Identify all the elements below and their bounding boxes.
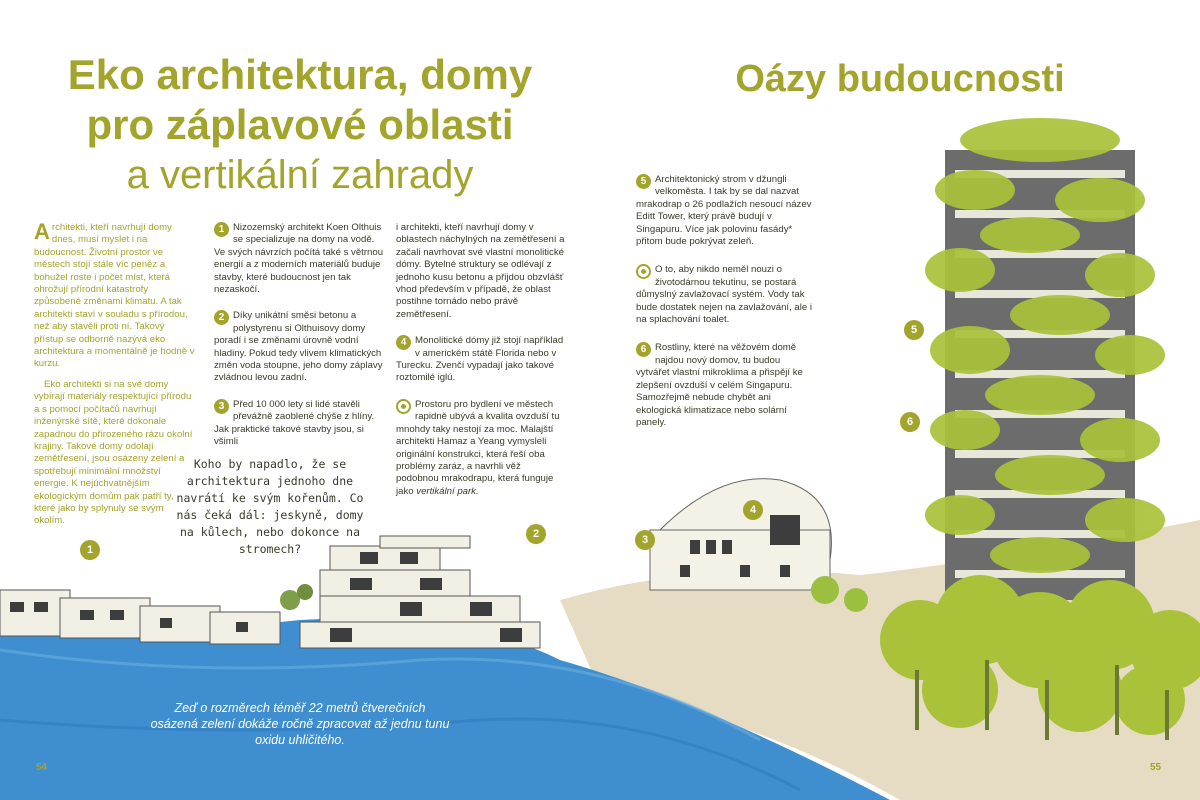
intro-paragraph-2: Eko architekti si na své domy vybírají materiály respektující přírodu a s pomocí počítačů navrhují inženýrské sítě, které dokonale zapadnou do přirozeného rázu okolní krajiny. Takové domy odolají zemětřesení, jsou osázeny zelení a spotřebují minimální množství energie. K nejúchvatnějším ekologickým domům pak patří ty, které jako by splynuly se svým okolím.	[34, 378, 193, 527]
ring-bullet-icon	[636, 264, 651, 279]
item-3-continued: i architekti, kteří navrhují domy v oblastech náchylných na zemětřesení a začali navrhovat své vlastní monolitické dómy. Bytelné struktury se odlévají z jednoho kusu betonu a přijdou obzvlášť vhod především v případě, že oblast postihne tornádo nebo právě zemětřesení.	[396, 222, 565, 320]
page-title	[40, 50, 560, 200]
intro-paragraph-1: Architekti, kteří navrhují domy dnes, musí myslet i na budoucnost. Životní prostor ve městech stojí stále víc peněz a bohužel roste i počet míst, která ohrožují přírodní katastrofy způsobené změnami klimatu. A tak architekti staví v souladu s přírodou, než aby stavěli proti ní. Takový přístup se odborně nazývá eko architektura a momentálně je hodně v kurzu.	[34, 219, 195, 370]
item-6: 6 Rostliny, které na věžovém domě najdou nový domov, tu budou vytvářet vlastní mikroklima a přispějí ke zlepšení ovzduší v celém Singapuru. Samozřejmě nebude chybět ani ekologická klimatizace nebo solární panely.	[636, 342, 803, 428]
item-4: 4 Monolitické dómy již stojí například v americkém státě Florida nebo v Turecku. Zvenčí vypadají jako takové roztomilé iglú.	[396, 335, 564, 384]
title-line-3: a vertikální zahrady	[126, 153, 474, 197]
marker-5: 5	[904, 320, 924, 340]
number-badge-2: 2	[214, 310, 229, 325]
page-number-left: 54	[36, 762, 48, 773]
column-3	[396, 222, 566, 506]
title-line-1: Eko architektura, domy	[67, 51, 533, 98]
number-badge-4: 4	[396, 335, 411, 350]
editt-tower	[880, 118, 1200, 740]
item-vertical-park: Prostoru pro bydlení ve městech rapidně ubývá a kvalita ovzduší tu mnohdy taky nestojí za moc. Malajští architekti Hamaz a Yeang vymysleli originální konstrukci, která řeší oba problémy zaráz, a navrhli věž podobnou mrakodrapu, která funguje jako vertikální park.	[396, 398, 560, 497]
drop-cap: A	[34, 219, 50, 244]
column-2	[214, 222, 386, 457]
item-2: 2 Díky unikátní směsi betonu a polystyrenu si Olthuisovy domy poradí i se změnami úrovně vodní hladiny. Pokud tedy vlivem klimatických změn voda stoupne, jeho domy záplavy zvládnou levou zadní.	[214, 310, 383, 384]
handwritten-quote: Koho by napadlo, že se architektura jednoho dne navrátí ke svým kořenům. Co nás čeká dál: jeskyně, domy na kůlech, nebo dokonce na stromech?	[176, 457, 364, 556]
marker-6: 6	[900, 412, 920, 432]
water-caption: Zeď o rozměrech téměř 22 metrů čtverečních osázená zelení dokáže ročně zpracovat až jednu tunu oxidu uhličitého.	[150, 701, 450, 747]
marker-1: 1	[80, 540, 100, 560]
number-badge-5: 5	[636, 174, 651, 189]
item-1: 1 Nizozemský architekt Koen Olthuis se specializuje na domy na vodě. Ve svých návrzích počítá také s větrnou energií a z moderních materiálů buduje stavby, které budoucnost jen tak nezaskočí.	[214, 222, 384, 296]
number-badge-3: 3	[214, 399, 229, 414]
number-badge-1: 1	[214, 222, 229, 237]
number-badge-6: 6	[636, 342, 651, 357]
marker-2: 2	[526, 524, 546, 544]
ring-bullet-icon	[396, 399, 411, 414]
item-5: 5 Architektonický strom v džungli velkoměsta. I tak by se dal nazvat mrakodrap o 26 podlažích nesoucí název Editt Tower, který právě budují v Singapuru. Více jak polovinu fasády* přitom bude pokrývat zeleň.	[636, 174, 812, 248]
page-number-right: 55	[1150, 762, 1162, 773]
right-page-title: Oázy budoucnosti	[735, 58, 1065, 100]
column-4	[636, 174, 812, 437]
item-3: 3 Před 10 000 lety si lidé stavěli převážně zaoblené chýše z hlíny. Jak praktické takové stavby jsou, si všimli	[214, 398, 375, 448]
marker-4: 4	[743, 500, 763, 520]
title-line-2: pro záplavové oblasti	[86, 101, 514, 148]
item-irrigation: O to, aby nikdo neměl nouzi o životodárnou tekutinu, se postará důmyslný zavlažovací systém. Vody tak bude dostatek nejen na zavlažování, ale i na splachování toalet.	[636, 264, 813, 326]
marker-3: 3	[635, 530, 655, 550]
